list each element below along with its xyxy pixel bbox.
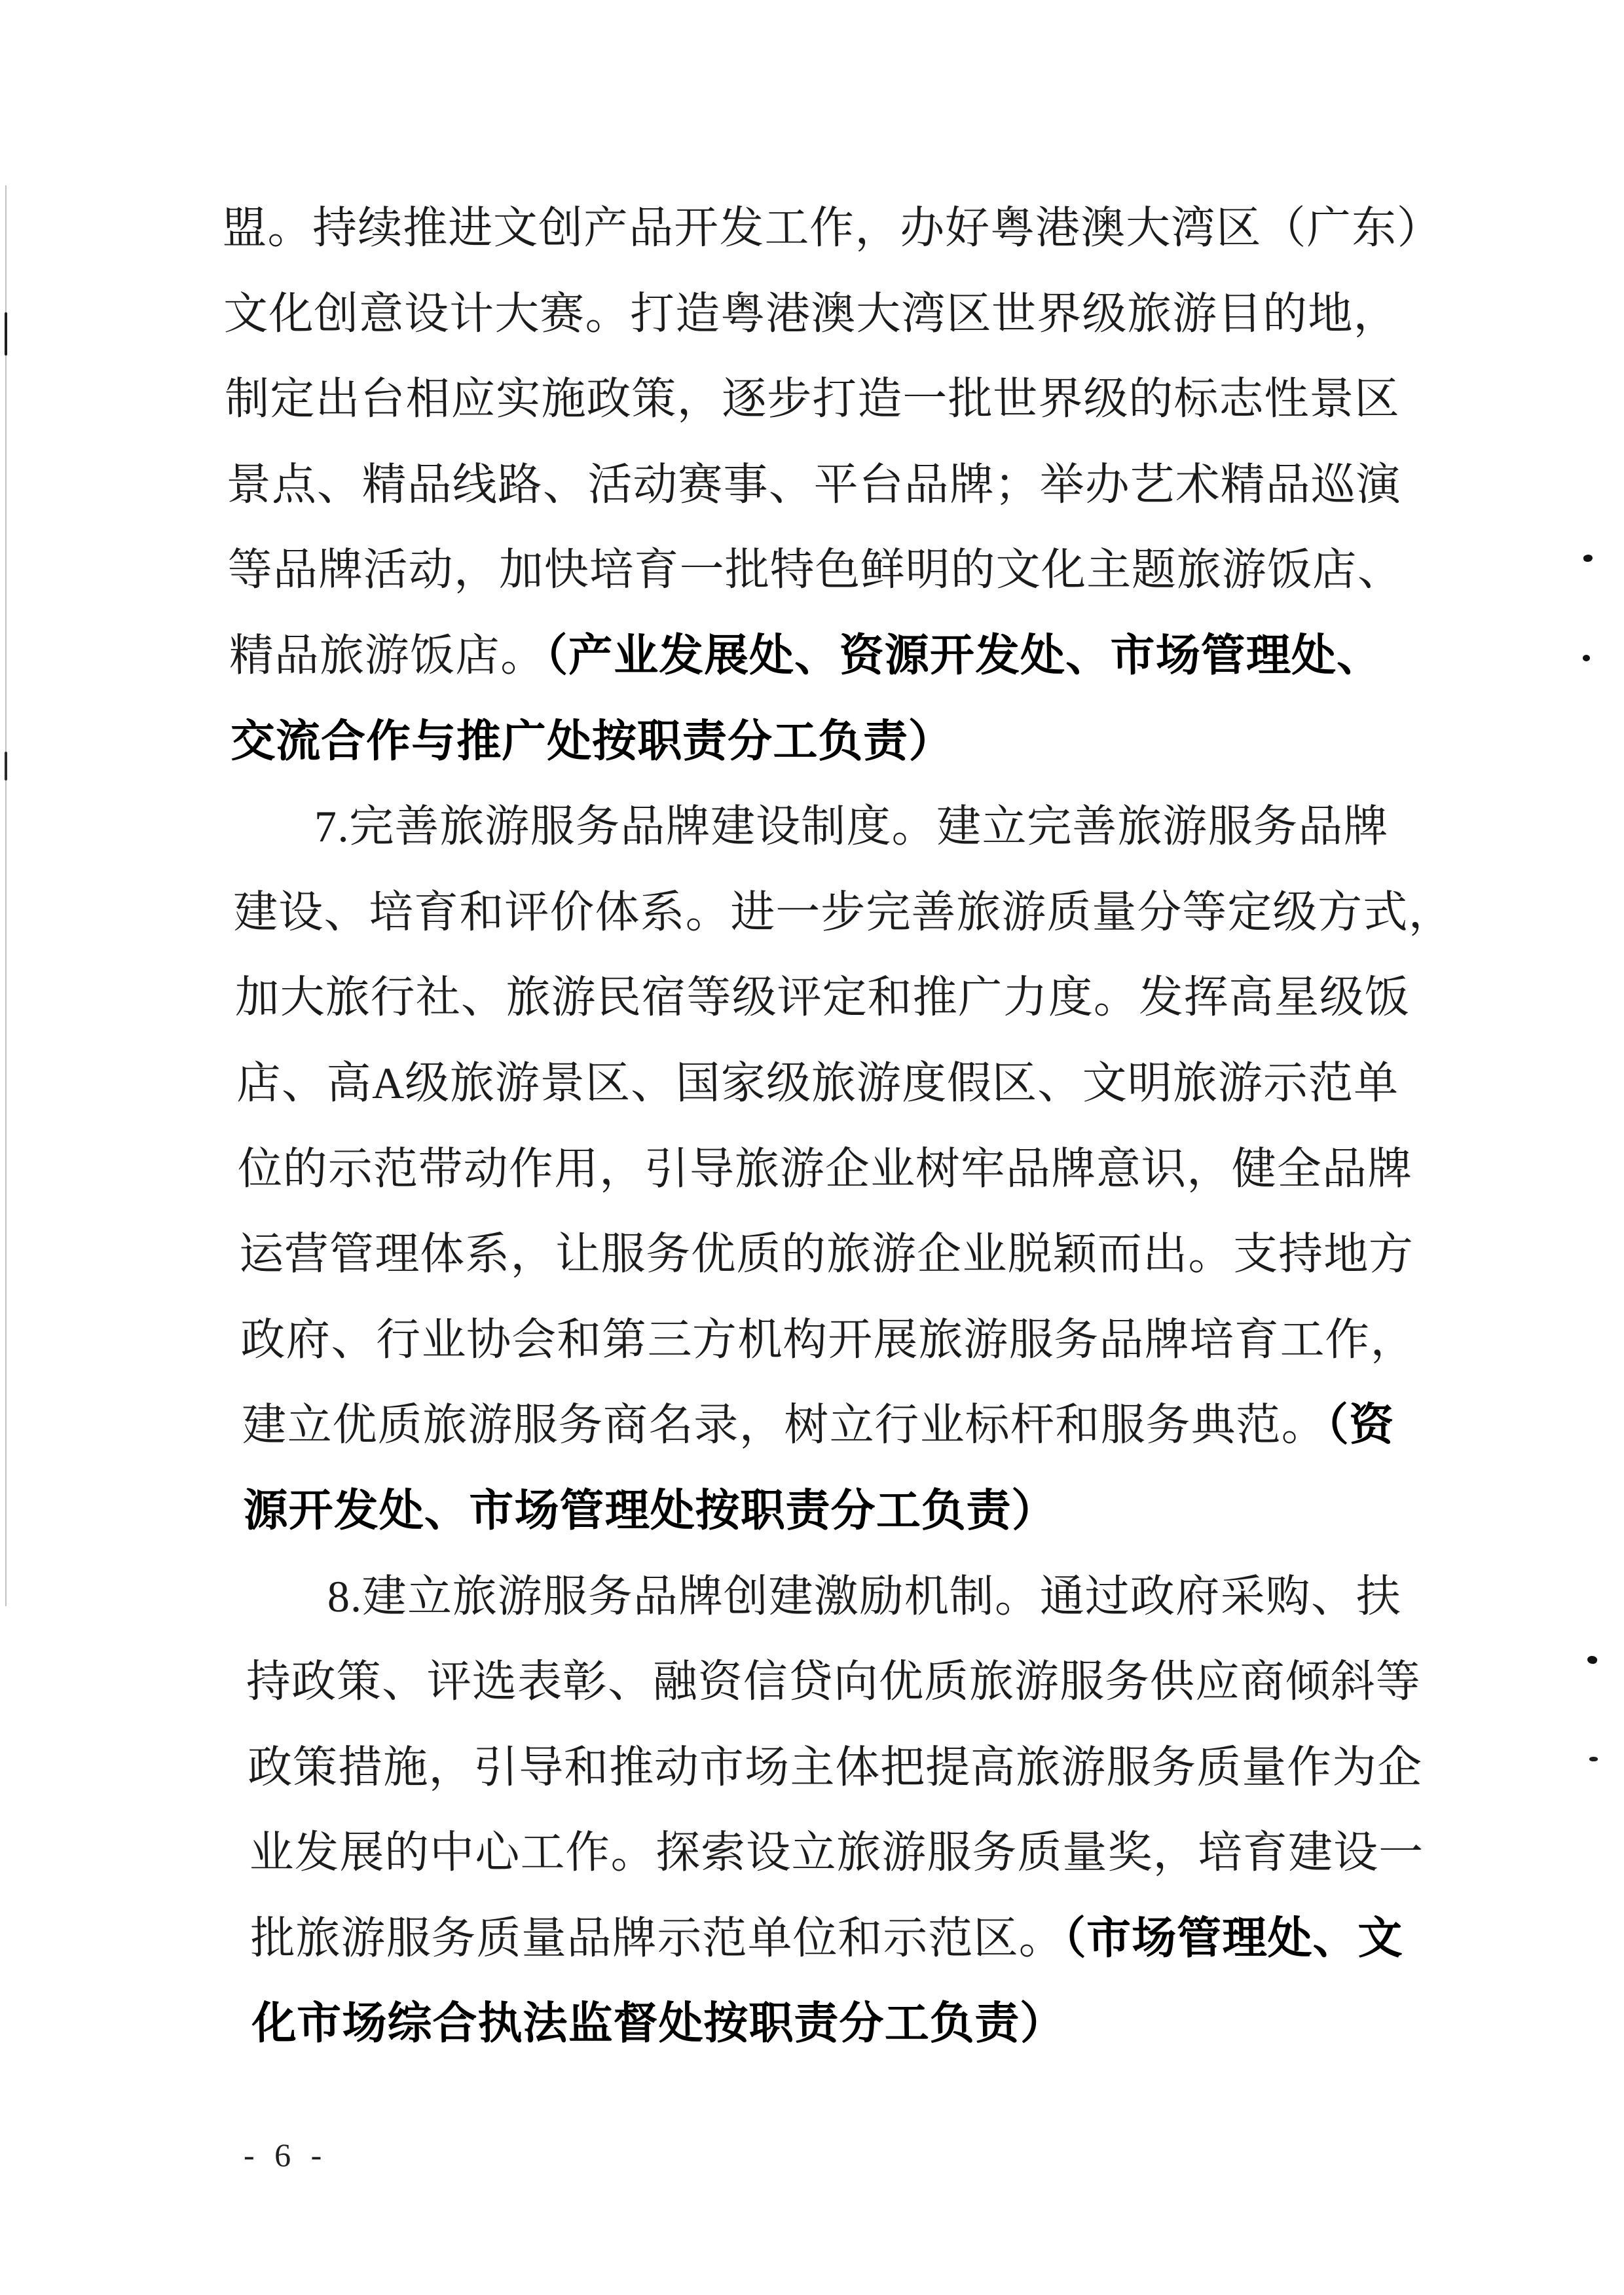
- department-responsibility-bold-text: 源开发处、市场管理处按职责分工负责）: [242, 1485, 1058, 1535]
- document-body: [221, 185, 1454, 2066]
- body-text-segment: 政府、行业协会和第三方机构开展旅游服务品牌培育工作，: [240, 1314, 1416, 1365]
- body-text-segment: 景点、精品线路、活动赛事、平台品牌；举办艺术精品巡演: [225, 459, 1402, 509]
- text-line: [237, 1126, 1424, 1212]
- body-text-segment: 运营管理体系，让服务优质的旅游企业脱颖而出。支持地方: [238, 1229, 1414, 1279]
- body-text-segment: 建立优质旅游服务商名录，树立行业标杆和服务典范。: [241, 1400, 1327, 1450]
- text-line: [224, 356, 1411, 442]
- text-line: [240, 1297, 1426, 1383]
- scan-speck: [1583, 554, 1593, 563]
- text-line: [248, 1810, 1435, 1896]
- body-text-segment: 店、高A级旅游景区、国家级旅游度假区、文明旅游示范单: [236, 1057, 1399, 1108]
- scan-speck: [1589, 1757, 1598, 1761]
- department-responsibility-bold-text: （市场管理处、文: [1063, 1913, 1404, 1963]
- page-number: - 6 -: [244, 2137, 328, 2173]
- body-text-segment: 8.建立旅游服务品牌创建激励机制。通过政府采购、扶: [327, 1571, 1402, 1621]
- department-responsibility-bold-text: 交流合作与推广处按职责分工负责）: [230, 716, 954, 766]
- text-line: [231, 784, 1418, 870]
- body-text-segment: 制定出台相应实施政策，逐步打造一批世界级的标志性景区: [224, 374, 1401, 424]
- text-line: [244, 1554, 1431, 1640]
- text-line: [247, 1725, 1433, 1810]
- body-text-segment: 等品牌活动，加快培育一批特色鲜明的文化主题旅游饭店、: [227, 545, 1403, 595]
- body-text-segment: 盟。持续推进文创产品开发工作，办好粤港澳大湾区（广东）: [221, 203, 1443, 253]
- scan-speck: [1583, 655, 1590, 661]
- text-line: [234, 955, 1420, 1040]
- body-text-segment: 批旅游服务质量品牌示范单位和示范区。: [249, 1913, 1065, 1963]
- text-line: [236, 1040, 1422, 1126]
- body-text-segment: 精品旅游饭店。: [229, 630, 546, 680]
- text-line: [241, 1382, 1428, 1468]
- text-line: [246, 1639, 1432, 1725]
- text-line: [251, 1981, 1437, 2066]
- text-line: [221, 185, 1443, 271]
- department-responsibility-bold-text: 化市场综合执法监督处按职责分工负责）: [251, 1998, 1066, 2049]
- text-line: [232, 870, 1454, 955]
- department-responsibility-bold-text: （资: [1325, 1400, 1395, 1450]
- text-line: [238, 1211, 1425, 1297]
- text-line: [223, 271, 1409, 357]
- department-responsibility-bold-text: （产业发展处、资源开发处、市场管理处、: [545, 630, 1382, 680]
- body-text-segment: 加大旅行社、旅游民宿等级评定和推广力度。发挥高星级饭: [234, 972, 1411, 1023]
- text-line: [242, 1468, 1429, 1554]
- body-text-segment: 建设、培育和评价体系。进一步完善旅游质量分等定级方式，: [232, 887, 1454, 937]
- scan-edge-line-artifact: [5, 185, 7, 1606]
- text-line: [249, 1896, 1436, 1981]
- body-text-segment: 政策措施，引导和推动市场主体把提高旅游服务质量作为企: [247, 1742, 1423, 1792]
- body-text-segment: 业发展的中心工作。探索设立旅游服务质量奖，培育建设一: [248, 1827, 1424, 1878]
- body-text-segment: 位的示范带动作用，引导旅游企业树牢品牌意识，健全品牌: [237, 1143, 1413, 1194]
- scan-edge-line-dark-segment: [5, 312, 7, 356]
- text-line: [227, 527, 1414, 613]
- body-text-segment: 文化创意设计大赛。打造粤港澳大湾区世界级旅游目的地，: [223, 288, 1399, 339]
- scan-edge-line-dark-segment: [5, 752, 7, 780]
- text-line: [225, 442, 1412, 528]
- body-text-segment: 7.完善旅游服务品牌建设制度。建立完善旅游服务品牌: [314, 801, 1389, 852]
- text-line: [229, 613, 1415, 699]
- body-text-segment: 持政策、评选表彰、融资信贷向优质旅游服务供应商倾斜等: [246, 1657, 1422, 1707]
- text-line: [230, 699, 1416, 784]
- scan-speck: [1587, 1655, 1598, 1664]
